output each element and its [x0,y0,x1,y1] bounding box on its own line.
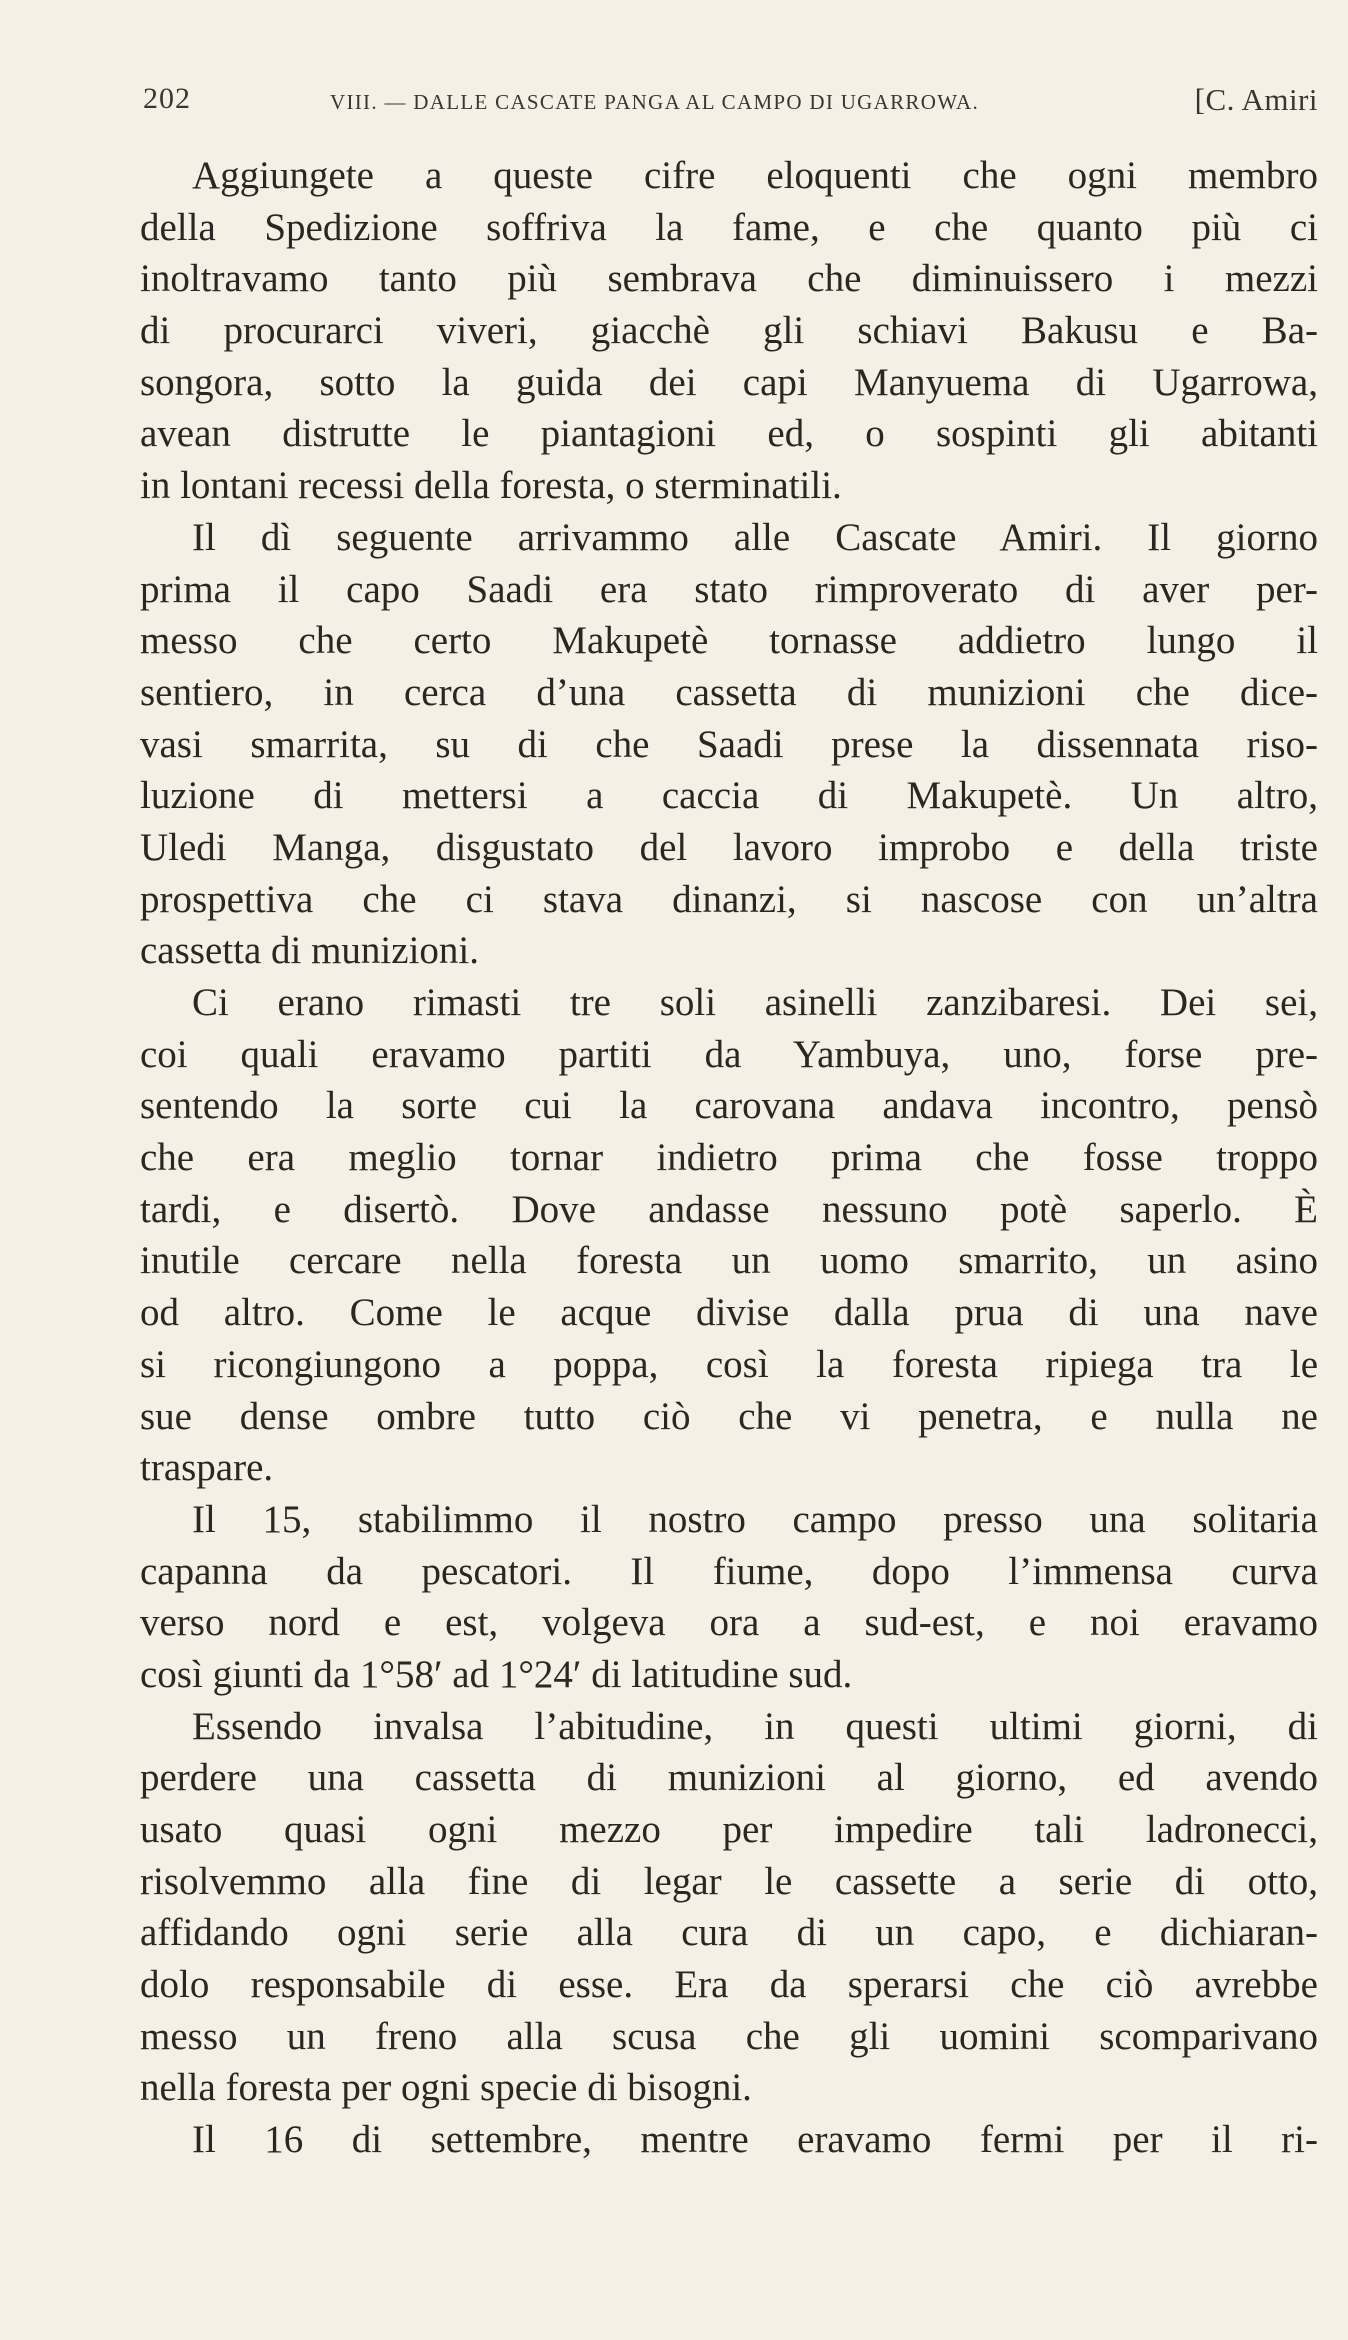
text-line: capanna da pescatori. Il fiume, dopo l’immensa curva [140,1549,1318,1593]
text-line: messo che certo Makupetè tornasse addietro lungo il [140,619,1318,663]
text-line: vasi smarrita, su di che Saadi prese la dissennata riso- [140,722,1318,766]
text-line: Uledi Manga, disgustato del lavoro improbo e della triste [140,825,1318,869]
text-line: Essendo invalsa l’abitudine, in questi ultimi giorni, di [192,1704,1318,1748]
text-line: della Spedizione soffriva la fame, e che quanto più ci [140,205,1318,249]
text-line: verso nord e est, volgeva ora a sud-est, e noi eravamo [140,1601,1318,1645]
text-line: od altro. Come le acque divise dalla prua di una nave [140,1291,1318,1335]
text-line: risolvemmo alla fine di legar le cassette a serie di otto, [140,1859,1318,1903]
text-line: sue dense ombre tutto ciò che vi penetra, e nulla ne [140,1394,1318,1438]
text-line: Aggiungete a queste cifre eloquenti che ogni membro [192,154,1318,197]
text-line: in lontani recessi della foresta, o sterminatili. [140,464,842,508]
body-text [140,150,1318,2166]
running-header [143,82,1318,128]
text-line: che era meglio tornar indietro prima che fosse troppo [140,1136,1318,1180]
text-line: prima il capo Saadi era stato rimproverato di aver per- [140,567,1318,611]
text-line: luzione di mettersi a caccia di Makupetè. Un altro, [140,774,1318,818]
text-line: nella foresta per ogni specie di bisogni. [140,2066,752,2110]
page-number: 202 [143,82,191,115]
chapter-title: VIII. — DALLE CASCATE PANGA AL CAMPO DI UGARROWA. [330,90,980,114]
text-line: traspare. [140,1446,274,1490]
text-line: songora, sotto la guida dei capi Manyuema di Ugarrowa, [140,360,1318,404]
text-line: sentendo la sorte cui la carovana andava incontro, pensò [140,1084,1318,1128]
text-line: cassetta di munizioni. [140,929,480,973]
text-line: Il 15, stabilimmo il nostro campo presso una solitaria [192,1497,1318,1541]
text-line: di procurarci viveri, giacchè gli schiavi Bakusu e Ba- [140,309,1318,353]
text-line: Il dì seguente arrivammo alle Cascate Amiri. Il giorno [192,515,1318,559]
text-line: usato quasi ogni mezzo per impedire tali ladronecci, [140,1808,1318,1851]
text-line: così giunti da 1°58′ ad 1°24′ di latitudine sud. [140,1652,853,1696]
section-tag: [C. Amiri [1194,82,1318,117]
text-line: prospettiva che ci stava dinanzi, si nascose con un’altra [140,877,1318,921]
text-line: sentiero, in cerca d’una cassetta di munizioni che dice- [140,670,1318,714]
text-line: Ci erano rimasti tre soli asinelli zanzibaresi. Dei sei, [192,981,1318,1024]
text-line: Il 16 di settembre, mentre eravamo fermi per il ri- [192,2118,1318,2162]
text-line: messo un freno alla scusa che gli uomini scomparivano [140,2014,1318,2058]
text-line: affidando ogni serie alla cura di un capo, e dichiaran- [140,1911,1318,1955]
text-line: coi quali eravamo partiti da Yambuya, uno, forse pre- [140,1032,1318,1076]
text-line: inutile cercare nella foresta un uomo smarrito, un asino [140,1239,1318,1283]
text-line: inoltravamo tanto più sembrava che diminuissero i mezzi [140,257,1318,301]
text-line: avean distrutte le piantagioni ed, o sospinti gli abitanti [140,412,1318,456]
text-line: tardi, e disertò. Dove andasse nessuno potè saperlo. È [140,1187,1318,1231]
text-line: si ricongiungono a poppa, così la foresta ripiega tra le [140,1342,1318,1386]
text-line: perdere una cassetta di munizioni al giorno, ed avendo [140,1756,1318,1800]
text-line: dolo responsabile di esse. Era da sperarsi che ciò avrebbe [140,1963,1318,2007]
